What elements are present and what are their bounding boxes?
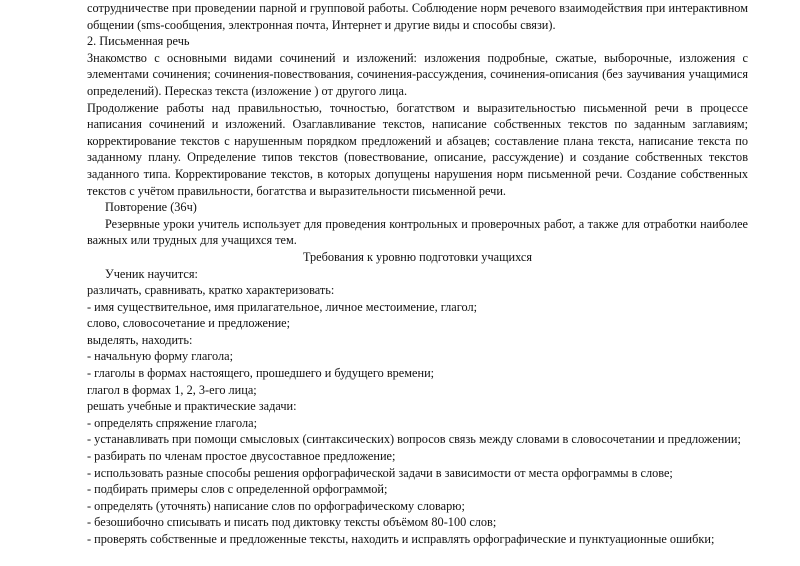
list-item: слово, словосочетание и предложение; (87, 316, 291, 331)
section-heading-written-speech: 2. Письменная речь (87, 34, 190, 49)
list-item: Ученик научится: (105, 266, 198, 281)
list-item: - устанавливать при помощи смысловых (синтаксических) вопросов связь между словами в словосочетании и предложении; (87, 432, 741, 447)
section-heading-repetition: Повторение (36ч) (105, 200, 197, 215)
list-item: глагол в формах 1, 2, 3-его лица; (87, 382, 257, 397)
paragraph-reserve-lessons: Резервные уроки учитель использует для проведения контрольных и проверочных работ, а также для отработки наиболее важных или трудных для учащихся тем. (87, 216, 748, 248)
list-item: - определять (уточнять) написание слов по орфографическому словарю; (87, 498, 465, 513)
list-item: - определять спряжение глагола; (87, 415, 257, 430)
list-item: - безошибочно списывать и писать под диктовку тексты объёмом 80-100 слов; (87, 515, 497, 530)
list-item: - имя существительное, имя прилагательное, личное местоимение, глагол; (87, 299, 478, 314)
list-item: - подбирать примеры слов с определенной орфограммой; (87, 482, 388, 497)
list-item: - разбирать по членам простое двусоставное предложение; (87, 449, 396, 464)
list-item: - начальную форму глагола; (87, 349, 234, 364)
list-item: различать, сравнивать, кратко характеризовать: (87, 283, 335, 298)
paragraph-essays: Знакомство с основными видами сочинений и изложений: изложения подробные, сжатые, выборочные, изложения с элементами сочинения; сочинения-повествования, сочинения-рассуждения, сочинения-описания (без заучивания учащимися определений). Пересказ текста (изложение ) от другого лица. (87, 50, 748, 98)
paragraph-communication: сотрудничестве при проведении парной и групповой работы. Соблюдение норм речевого взаимодействия при интерактивном общении (sms-сообщения, электронная почта, Интернет и другие виды и способы связи). (87, 1, 748, 32)
requirements-heading: Требования к уровню подготовки учащихся (302, 249, 533, 264)
list-item: - глаголы в формах настоящего, прошедшего и будущего времени; (87, 366, 435, 381)
list-item: выделять, находить: (87, 332, 193, 347)
list-item: решать учебные и практические задачи: (87, 399, 297, 414)
list-item: - проверять собственные и предложенные тексты, находить и исправлять орфографические и пунктуационные ошибки; (87, 532, 715, 546)
list-item: - использовать разные способы решения орфографической задачи в зависимости от места орфограммы в слове; (87, 465, 673, 480)
paragraph-written-speech-work: Продолжение работы над правильностью, точностью, богатством и выразительностью письменной речи в процессе написания сочинений и изложений. Озаглавливание текстов, написание собственных текстов по заданным заглавиям; корректирование текстов с нарушенным порядком предложений и абзацев; составление плана текста, написание текста по заданному плану. Определение типов текстов (повествование, описание, рассуждение) и создание собственных текстов заданного типа. Корректирование текстов, в которых допущены нарушения норм письменной речи. Создание собственных текстов с учётом правильности, богатства и выразительности письменной речи. (87, 100, 748, 198)
